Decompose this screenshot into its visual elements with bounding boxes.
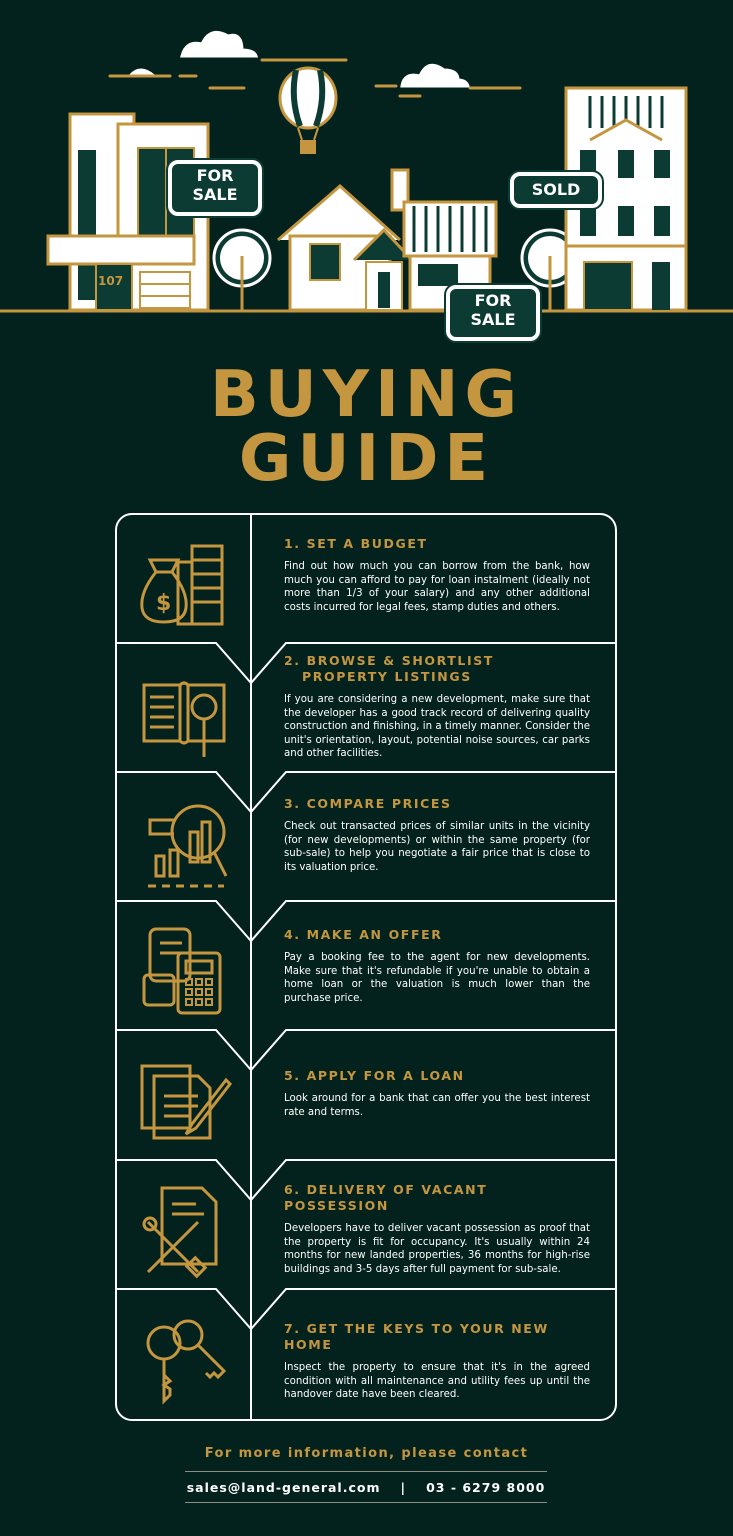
sold-sign: [510, 172, 602, 208]
document-pen-icon: [134, 1052, 234, 1152]
hot-air-balloon-icon: [280, 68, 336, 154]
step-6: [116, 1160, 616, 1289]
step-7: [116, 1289, 616, 1420]
step-body: If you are considering a new development, make sure that the developer has a good track record of delivering quality construction and finishing, in a timely manner. Consider the unit's orientation, layout, potential noise sources, car parks and other facilities.: [284, 694, 590, 760]
svg-text:$: $: [156, 591, 172, 616]
step-title: 1. SET A BUDGET: [284, 536, 428, 551]
listing-book-icon: [134, 663, 234, 763]
step-body: Find out how much you can borrow from the bank, how much you can afford to pay for loan instalment (ideally not more than 1/3 of your salary) and any other additional costs incurred for legal fees, stamp duties and others.: [284, 561, 590, 613]
for-sale-sign: [446, 285, 540, 341]
step-body: Developers have to deliver vacant possession as proof that the property is fit for occupancy. It's usually within 24 months for new landed properties, 36 months for high-rise buildings and 3-5 days after full payment for sub-sale.: [284, 1223, 590, 1275]
hero-illustration: [0, 0, 733, 350]
page-title-line-1: BUYING: [210, 358, 523, 432]
page-title-line-2: GUIDE: [238, 422, 495, 496]
step-3: [116, 772, 616, 901]
step-title: 3. COMPARE PRICES: [284, 796, 452, 811]
contact-prompt: For more information, please contact: [204, 1446, 529, 1461]
step-title: 4. MAKE AN OFFER: [284, 927, 443, 942]
contact-separator: |: [400, 1479, 407, 1495]
step-title: 6. DELIVERY OF VACANT POSSESSION: [284, 1182, 488, 1213]
magnifier-chart-icon: [134, 792, 234, 892]
step-title: 7. GET THE KEYS TO YOUR NEW HOME: [284, 1321, 549, 1352]
step-body: Inspect the property to ensure that it's in the agreed condition with all maintenance and utility fees up until the handover date have been cleared.: [284, 1362, 590, 1401]
calculator-icon: [134, 921, 234, 1021]
step-body: Check out transacted prices of similar units in the vicinity (for new developments) or within the same property (for sub-sale) to help you negotiate a fair price that is close to its valuation price.: [284, 821, 590, 873]
step-4: [116, 901, 616, 1030]
tree-icon: [214, 230, 270, 310]
sign-line-1: FOR: [196, 166, 234, 185]
contact-row: [185, 1471, 547, 1503]
money-bag-icon: [134, 532, 234, 632]
for-sale-sign: [168, 160, 262, 216]
tools-document-icon: [134, 1182, 234, 1282]
step-5: [116, 1030, 616, 1160]
step-2: [116, 643, 616, 772]
step-title: 5. APPLY FOR A LOAN: [284, 1068, 465, 1083]
step-body: Look around for a bank that can offer you the best interest rate and terms.: [284, 1093, 590, 1118]
sign-line-2: SALE: [192, 185, 238, 204]
sign-line-1: SOLD: [531, 180, 581, 199]
sign-line-2: SALE: [470, 310, 516, 329]
step-title: 2. BROWSE & SHORTLIST PROPERTY LISTINGS: [284, 653, 494, 684]
keys-icon: [134, 1313, 234, 1413]
contact-email-link[interactable]: sales@land-general.com: [186, 1479, 381, 1495]
step-1: [116, 514, 616, 643]
cityscape-illustration: [0, 0, 733, 350]
sign-line-1: FOR: [474, 291, 512, 310]
contact-phone-link[interactable]: 03 - 6279 8000: [426, 1479, 546, 1495]
step-body: Pay a booking fee to the agent for new developments. Make sure that it's refundable if you're unable to obtain a home loan or the valuation is much lower than the purchase price.: [284, 952, 590, 1004]
house-number: 107: [98, 274, 124, 288]
